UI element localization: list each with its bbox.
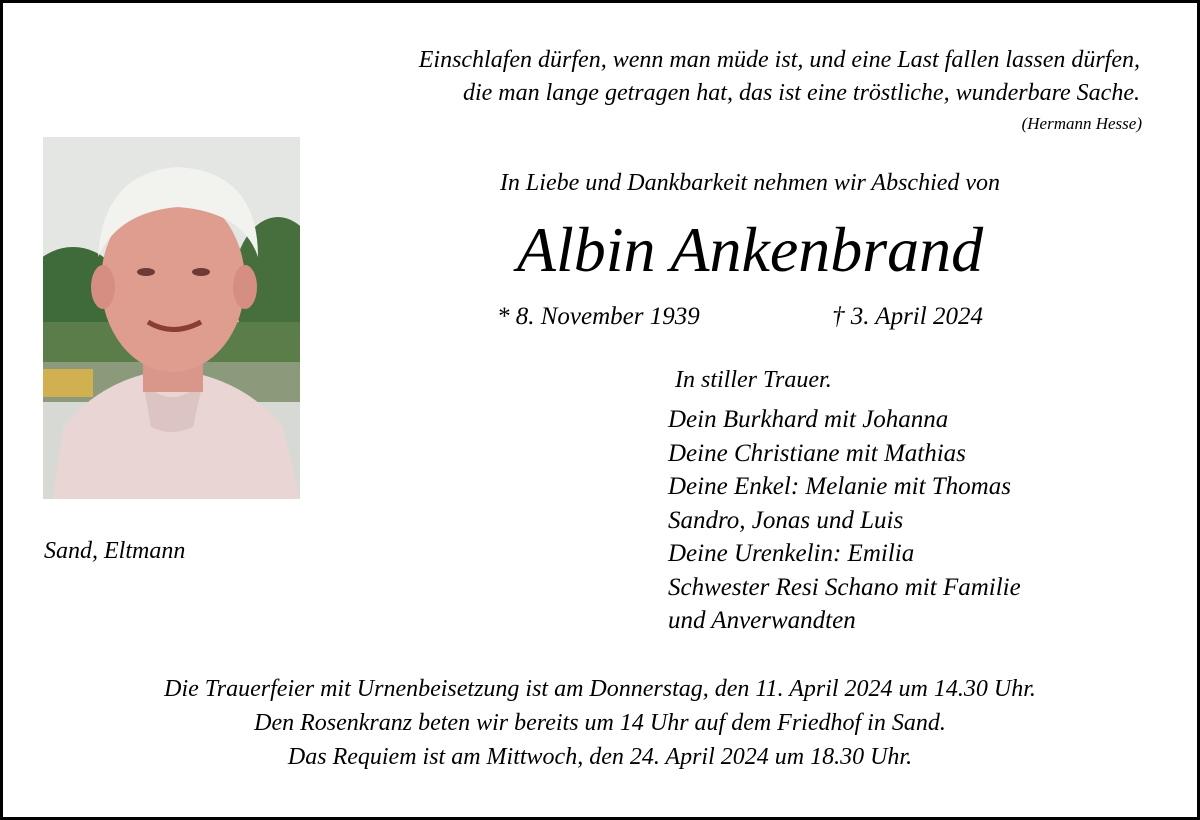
birth-date: * 8. November 1939	[497, 303, 700, 330]
location: Sand, Eltmann	[44, 538, 186, 564]
portrait-illustration	[43, 137, 300, 499]
deceased-name: Albin Ankenbrand	[516, 214, 984, 285]
service-line: Den Rosenkranz beten wir bereits um 14 Uhr auf dem Friedhof in Sand.	[254, 710, 946, 736]
quote	[180, 44, 1140, 110]
service-line: Das Requiem ist am Mittwoch, den 24. April 2024 um 18.30 Uhr.	[287, 744, 913, 770]
mourner-line: und Anverwandten	[668, 607, 856, 634]
intro-text: In Liebe und Dankbarkeit nehmen wir Abschied von	[499, 170, 1001, 196]
death-date: † 3. April 2024	[832, 303, 983, 330]
service-info	[0, 672, 1200, 774]
mourner-line: Deine Urenkelin: Emilia	[668, 540, 915, 567]
mourner-line: Schwester Resi Schano mit Familie	[668, 573, 1021, 601]
mourner-line: Sandro, Jonas und Luis	[668, 506, 904, 534]
mourning-title: In stiller Trauer.	[675, 367, 832, 393]
mourner-line: Deine Enkel: Melanie mit Thomas	[668, 473, 1011, 500]
mourner-line: Deine Christiane mit Mathias	[668, 439, 966, 467]
quote-author: (Hermann Hesse)	[1021, 114, 1142, 133]
mourners-list	[668, 403, 1021, 638]
portrait-photo	[43, 137, 300, 499]
quote-line: Einschlafen dürfen, wenn man müde ist, und eine Last fallen lassen dürfen,	[418, 47, 1140, 73]
quote-line: die man lange getragen hat, das ist eine tröstliche, wunderbare Sache.	[462, 80, 1140, 106]
mourner-line: Dein Burkhard mit Johanna	[668, 406, 949, 433]
service-line: Die Trauerfeier mit Urnenbeisetzung ist am Donnerstag, den 11. April 2024 um 14.30 Uhr.	[164, 676, 1036, 702]
